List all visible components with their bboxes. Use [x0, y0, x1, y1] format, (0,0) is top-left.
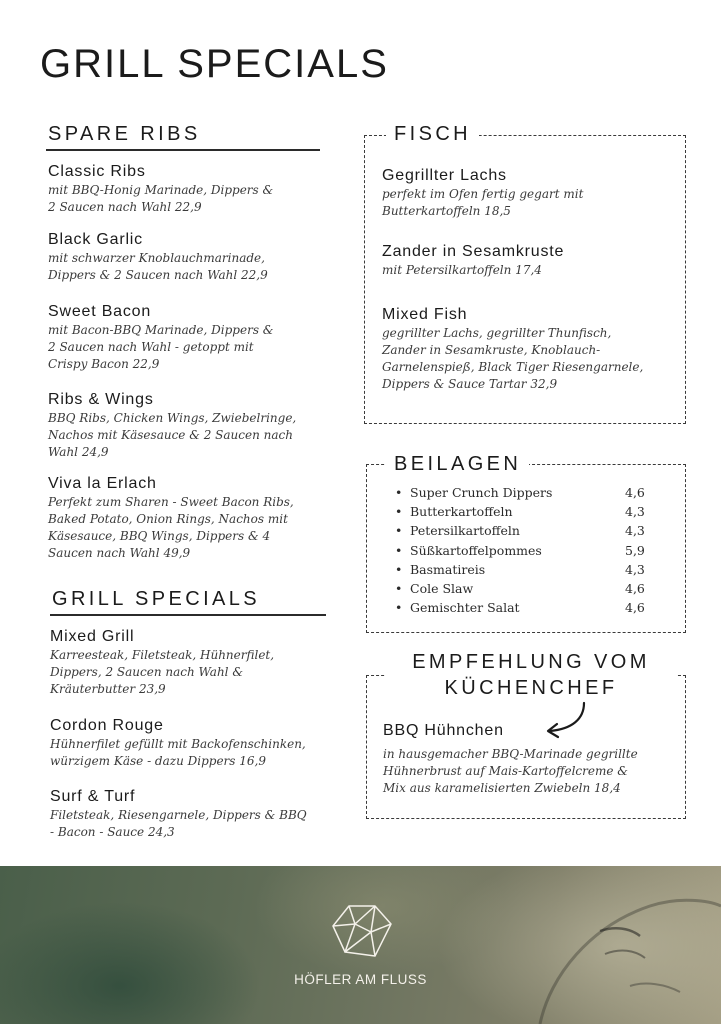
- geometric-gem-logo-icon: [331, 904, 393, 958]
- list-item: [395, 541, 665, 560]
- item-desc: gegrillter Lachs, gegrillter Thunfisch,: [382, 326, 612, 340]
- menu-item: [50, 787, 307, 841]
- item-desc: Käsesauce, BBQ Wings, Dippers & 4: [48, 529, 271, 543]
- painted-face-artwork: [480, 866, 721, 1024]
- item-name: Sweet Bacon: [48, 303, 152, 320]
- menu-item: [382, 242, 564, 279]
- menu-item: [383, 721, 638, 797]
- item-desc: mit Petersilkartoffeln 17,4: [382, 263, 542, 277]
- footer-banner: [0, 866, 721, 1024]
- item-desc: Butterkartoffeln 18,5: [382, 204, 511, 218]
- menu-item: [382, 166, 583, 220]
- bullet: •: [395, 561, 403, 577]
- spare-ribs-heading: SPARE RIBS: [48, 123, 201, 145]
- side-name: Super Crunch Dippers: [410, 485, 553, 500]
- item-name: Classic Ribs: [48, 163, 146, 180]
- item-desc: 2 Saucen nach Wahl - getoppt mit: [48, 340, 254, 354]
- grill-specials-divider: [50, 614, 326, 616]
- item-desc: mit Bacon-BBQ Marinade, Dippers &: [48, 323, 274, 337]
- menu-item: [48, 230, 268, 284]
- side-name: Petersilkartoffeln: [410, 523, 520, 539]
- bullet: •: [395, 580, 403, 596]
- item-name: Ribs & Wings: [48, 391, 154, 408]
- item-name: Mixed Fish: [382, 306, 468, 323]
- item-desc: Filetsteak, Riesengarnele, Dippers & BBQ: [50, 808, 307, 822]
- item-desc: Hühnerfilet gefüllt mit Backofenschinken,: [50, 737, 306, 751]
- item-desc: Mix aus karamelisierten Zwiebeln 18,4: [383, 781, 621, 795]
- bullet: •: [395, 485, 403, 500]
- list-item: [395, 483, 665, 502]
- item-desc: Karreesteak, Filetsteak, Hühnerfilet,: [50, 648, 275, 662]
- side-name: Süßkartoffelpommes: [410, 542, 542, 558]
- list-item: [395, 521, 665, 540]
- side-price: 4,6: [625, 600, 645, 616]
- item-desc: mit BBQ-Honig Marinade, Dippers &: [48, 183, 274, 197]
- item-desc: in hausgemacher BBQ-Marinade gegrillte: [383, 747, 638, 761]
- fisch-heading: FISCH: [386, 123, 479, 146]
- beilagen-list: [395, 483, 665, 617]
- item-desc: würzigem Käse - dazu Dippers 16,9: [50, 754, 266, 768]
- item-desc: Dippers & Sauce Tartar 32,9: [382, 377, 558, 391]
- side-name: Gemischter Salat: [410, 600, 520, 616]
- list-item: [395, 598, 665, 617]
- item-name: Cordon Rouge: [50, 717, 164, 734]
- item-desc: BBQ Ribs, Chicken Wings, Zwiebelringe,: [48, 411, 297, 425]
- item-desc: - Bacon - Sauce 24,3: [50, 825, 175, 839]
- item-desc: Crispy Bacon 22,9: [48, 357, 160, 371]
- menu-item: [50, 627, 274, 698]
- curved-arrow-icon: [540, 699, 590, 741]
- item-desc: mit schwarzer Knoblauchmarinade,: [48, 251, 265, 265]
- page-title: GRILL SPECIALS: [40, 42, 389, 86]
- empfehlung-heading-line2: KÜCHENCHEF: [444, 677, 618, 699]
- item-desc: Wahl 24,9: [48, 445, 109, 459]
- item-name: Surf & Turf: [50, 788, 136, 805]
- menu-item: [382, 305, 643, 393]
- side-price: 4,3: [625, 523, 645, 539]
- grill-specials-heading: GRILL SPECIALS: [52, 588, 261, 610]
- side-name: Cole Slaw: [410, 580, 474, 596]
- menu-item: [48, 162, 273, 216]
- item-name: Black Garlic: [48, 231, 143, 248]
- item-desc: Nachos mit Käsesauce & 2 Saucen nach: [48, 428, 293, 442]
- beilagen-heading: BEILAGEN: [386, 453, 529, 476]
- empfehlung-heading-line1: EMPFEHLUNG VOM: [412, 651, 650, 673]
- menu-item: [48, 474, 294, 562]
- item-desc: Zander in Sesamkruste, Knoblauch-: [382, 343, 601, 357]
- empfehlung-heading: [386, 649, 676, 701]
- item-desc: 2 Saucen nach Wahl 22,9: [48, 200, 202, 214]
- bullet: •: [395, 504, 403, 520]
- item-desc: Garnelenspieß, Black Tiger Riesengarnele,: [382, 360, 644, 374]
- side-name: Basmatireis: [410, 561, 486, 577]
- item-desc: Kräuterbutter 23,9: [50, 682, 166, 696]
- side-price: 4,3: [625, 561, 645, 577]
- list-item: [395, 579, 665, 598]
- item-name: Gegrillter Lachs: [382, 167, 507, 184]
- item-name: Mixed Grill: [50, 628, 135, 645]
- spare-ribs-divider: [46, 149, 320, 151]
- bullet: •: [395, 600, 403, 616]
- item-desc: Baked Potato, Onion Rings, Nachos mit: [48, 512, 288, 526]
- item-desc: Hühnerbrust auf Mais-Kartoffelcreme &: [383, 764, 628, 778]
- brand-name: HÖFLER AM FLUSS: [294, 972, 427, 987]
- item-name: BBQ Hühnchen: [383, 722, 504, 739]
- menu-item: [48, 302, 273, 373]
- item-desc: Dippers, 2 Saucen nach Wahl &: [50, 665, 244, 679]
- list-item: [395, 502, 665, 521]
- menu-item: [50, 716, 306, 770]
- side-name: Butterkartoffeln: [410, 504, 513, 520]
- bullet: •: [395, 542, 403, 558]
- item-desc: perfekt im Ofen fertig gegart mit: [382, 187, 584, 201]
- menu-item: [48, 390, 296, 461]
- bullet: •: [395, 523, 403, 539]
- item-desc: Perfekt zum Sharen - Sweet Bacon Ribs,: [48, 495, 294, 509]
- item-desc: Dippers & 2 Saucen nach Wahl 22,9: [48, 268, 268, 282]
- side-price: 4,6: [625, 485, 645, 500]
- side-price: 4,6: [625, 580, 645, 596]
- item-desc: Saucen nach Wahl 49,9: [48, 546, 191, 560]
- side-price: 4,3: [625, 504, 645, 520]
- item-name: Zander in Sesamkruste: [382, 243, 565, 260]
- side-price: 5,9: [625, 542, 645, 558]
- item-name: Viva la Erlach: [48, 475, 157, 492]
- list-item: [395, 560, 665, 579]
